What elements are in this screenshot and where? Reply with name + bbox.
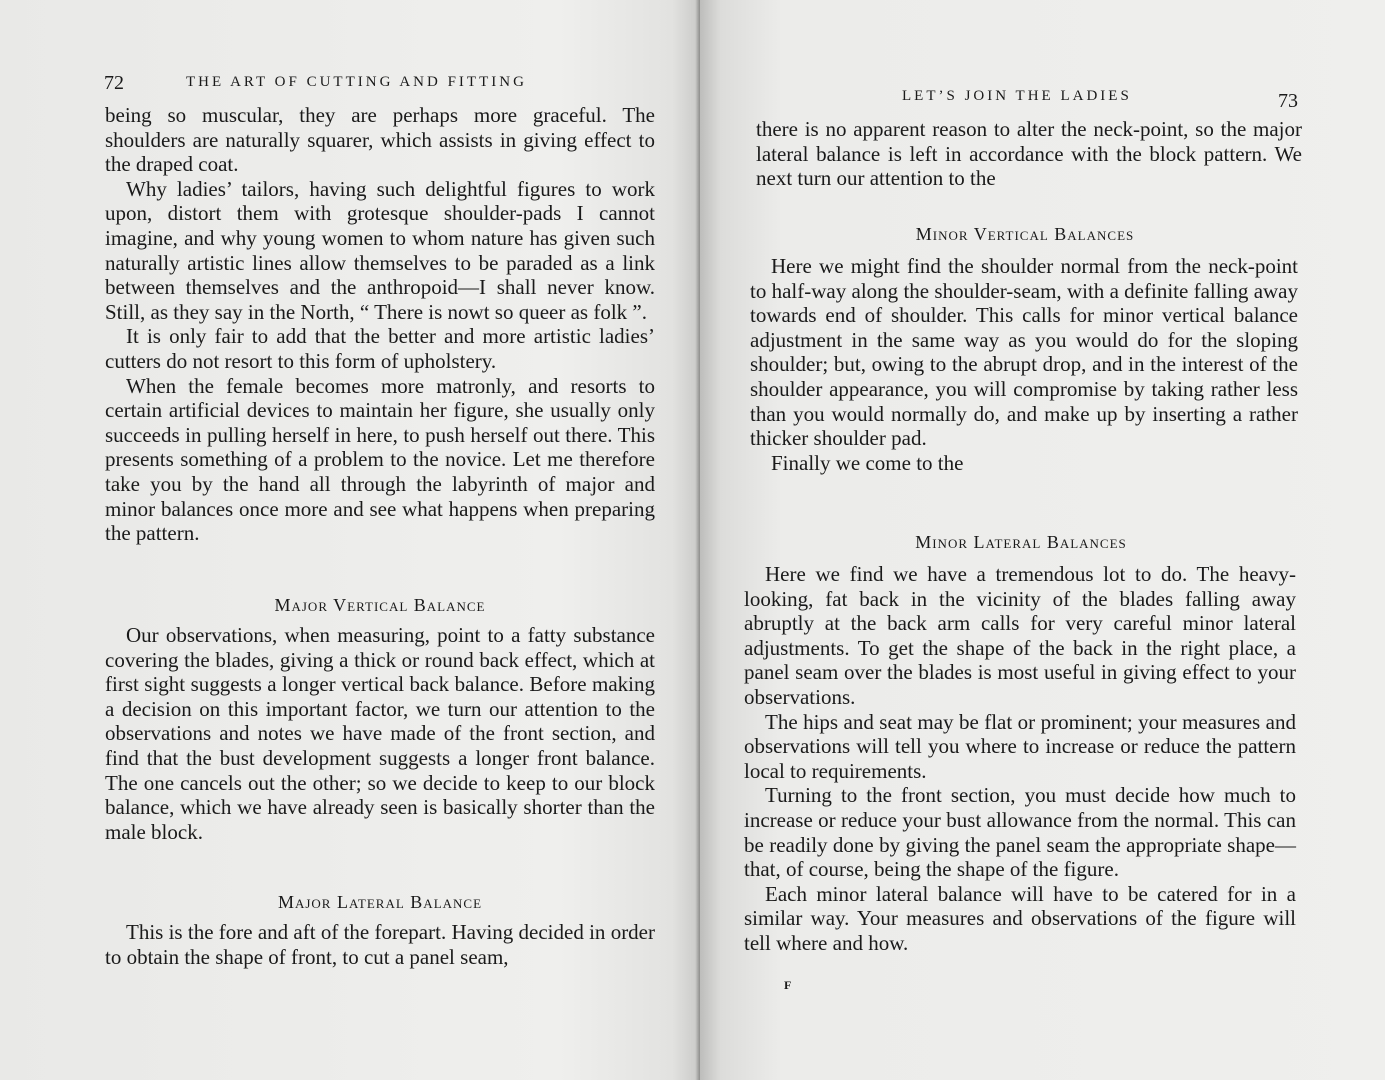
left-paragraph-3: It is only fair to add that the better and more artistic ladies’ cutters do not resort to this form of upholstery. [105,324,655,373]
heading-major-lateral-balance: Major Lateral Balance [277,892,483,912]
right-running-header: LET’S JOIN THE LADIES [902,88,1132,104]
right-section-minor-vertical [752,222,1298,247]
left-paragraph-4: When the female becomes more matronly, and resorts to certain artificial devices to maintain her figure, she usually only succeeds in pulling herself in here, to push herself out there. This presents something of a problem to the novice. Let me therefore take you by the hand all through the labyrinth of major and minor balances once more and see what happens when preparing the pattern. [105,373,655,546]
heading-minor-vertical-balances: Minor Vertical Balances [915,224,1135,244]
right-paragraph-5: The hips and seat may be flat or prominent; your measures and observations will tell you where to increase or reduce the pattern local to requirements. [744,709,1296,783]
right-body-middle [750,254,1298,475]
right-paragraph-4: Here we find we have a tremendous lot to do. The heavy-looking, fat back in the vicinity of the blades falling away abruptly at the back arm calls for very careful minor lateral adjustments. To get the shape of the back in the right place, a panel seam over the blades is most useful in giving effect to your observations. [744,562,1296,709]
signature-mark: F [784,978,792,992]
right-body-bottom [744,562,1296,956]
left-section-major-vertical [105,593,655,618]
heading-minor-lateral-balances: Minor Lateral Balances [915,532,1127,552]
right-section-minor-lateral [746,530,1296,555]
left-page-number: 72 [104,72,124,94]
left-body-top [105,103,655,546]
left-paragraph-5: Our observations, when measuring, point to a fatty substance covering the blades, giving a thick or round back effect, which at first sight suggests a longer vertical back balance. Before making a decision on this important factor, we turn our attention to the observations and notes we have made of the front section, and find that the bust development suggests a longer front balance. The one cancels out the other; so we decide to keep to our block balance, which we have already seen is basically shorter than the male block. [105,623,655,844]
left-paragraph-1: being so muscular, they are perhaps more graceful. The shoulders are naturally squarer, which assists in giving effect to the draped coat. [105,103,655,177]
right-page [700,0,1385,1080]
right-paragraph-7: Each minor lateral balance will have to be catered for in a similar way. Your measures and observations of the figure will tell where and how. [744,881,1296,955]
right-paragraph-1: there is no apparent reason to alter the neck-point, so the major lateral balance is left in accordance with the block pattern. We next turn our attention to the [756,117,1302,191]
left-running-header: THE ART OF CUTTING AND FITTING [186,74,527,90]
right-body-top [756,117,1302,191]
left-paragraph-2: Why ladies’ tailors, having such delightful figures to work upon, distort them with grotesque shoulder-pads I cannot imagine, and why young women to whom nature has given such naturally artistic lines allow themselves to be paraded as a link between themselves and the anthropoid—I shall never know. Still, as they say in the North, “ There is nowt so queer as folk ”. [105,176,655,324]
left-paragraph-6: This is the fore and aft of the forepart. Having decided in order to obtain the shape of front, to cut a panel seam, [105,920,655,969]
right-page-number: 73 [1278,90,1298,112]
left-section-major-lateral [105,890,655,915]
right-paragraph-2: Here we might find the shoulder normal from the neck-point to half-way along the shoulder-seam, with a definite falling away towards end of shoulder. This calls for minor vertical balance adjustment in the same way as you would do for the sloping shoulder; but, owing to the abrupt drop, and in the interest of the shoulder appearance, you will compromise by taking rather less than you would normally do, and make up by inserting a rather thicker shoulder pad. [750,254,1298,451]
heading-major-vertical-balance: Major Vertical Balance [274,595,486,615]
right-paragraph-6: Turning to the front section, you must decide how much to increase or reduce your bust allowance from the normal. This can be readily done by giving the panel seam the appropriate shape—that, of course, being the shape of the figure. [744,783,1296,882]
right-paragraph-3: Finally we come to the [771,450,964,475]
left-body-bottom [105,920,655,969]
left-body-middle [105,623,655,844]
